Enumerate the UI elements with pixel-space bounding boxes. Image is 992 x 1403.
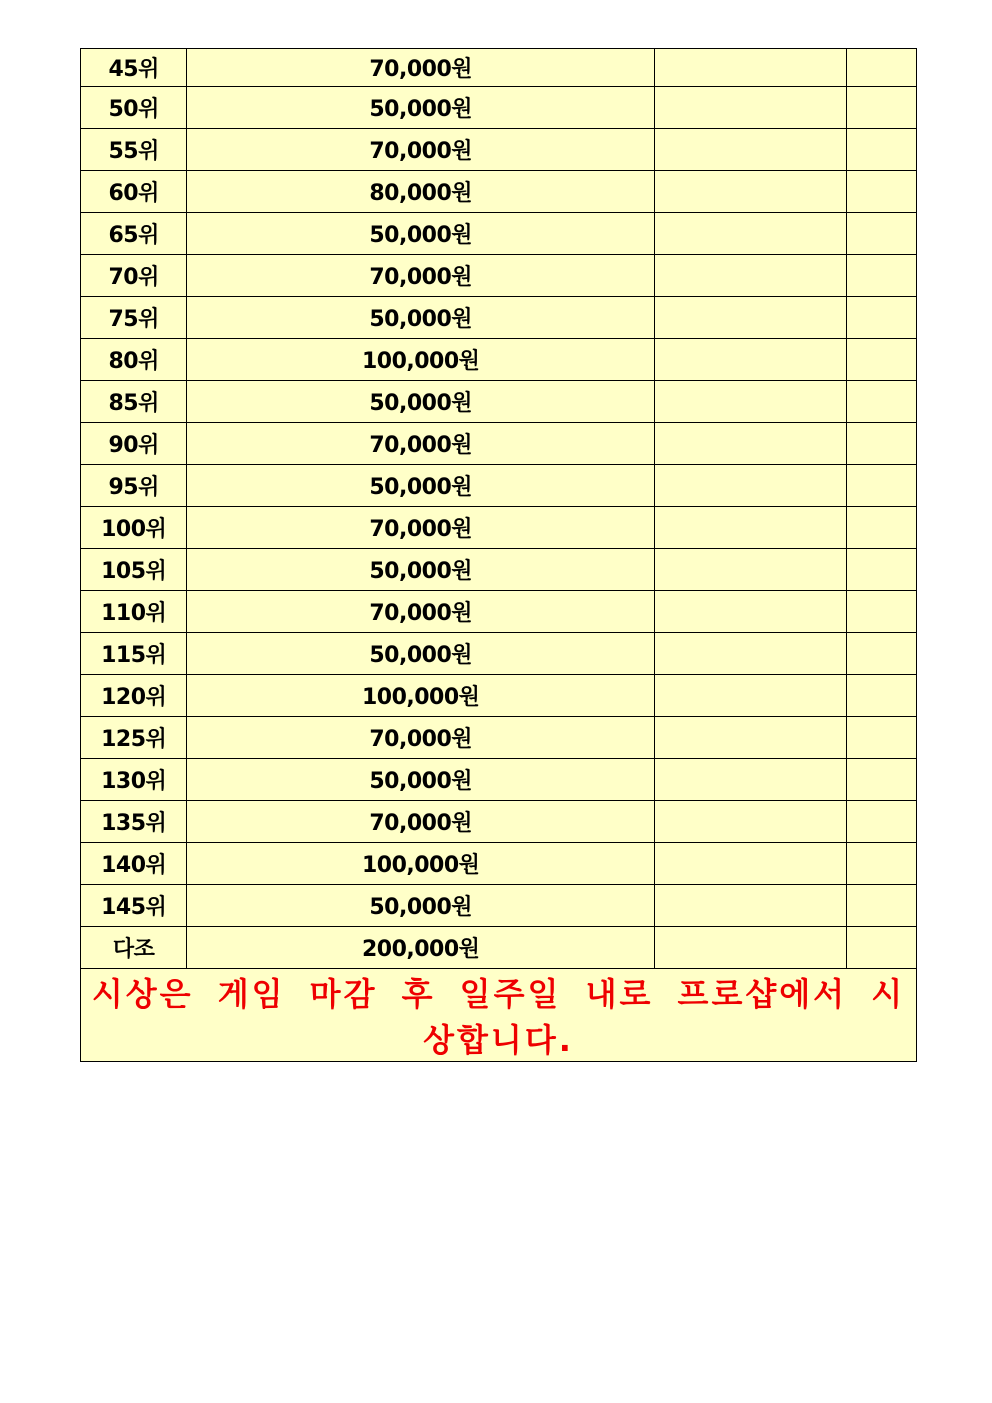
table-row [81, 591, 917, 633]
empty-cell [846, 465, 916, 507]
empty-cell [655, 255, 847, 297]
amount-cell: 70,000원 [187, 49, 655, 87]
table-row [81, 49, 917, 87]
empty-cell [655, 171, 847, 213]
table-row [81, 885, 917, 927]
rank-cell: 140위 [81, 843, 187, 885]
empty-cell [655, 339, 847, 381]
empty-cell [846, 591, 916, 633]
amount-cell: 70,000원 [187, 255, 655, 297]
rank-cell: 60위 [81, 171, 187, 213]
empty-cell [846, 255, 916, 297]
rank-cell: 125위 [81, 717, 187, 759]
amount-cell: 50,000원 [187, 633, 655, 675]
rank-cell: 70위 [81, 255, 187, 297]
amount-cell: 100,000원 [187, 843, 655, 885]
table-row [81, 675, 917, 717]
rank-cell: 55위 [81, 129, 187, 171]
empty-cell [846, 171, 916, 213]
rank-cell: 100위 [81, 507, 187, 549]
empty-cell [846, 507, 916, 549]
empty-cell [655, 759, 847, 801]
amount-cell: 70,000원 [187, 717, 655, 759]
amount-cell: 50,000원 [187, 381, 655, 423]
rank-cell: 45위 [81, 49, 187, 87]
empty-cell [655, 381, 847, 423]
rank-cell: 50위 [81, 87, 187, 129]
amount-cell: 50,000원 [187, 213, 655, 255]
amount-cell: 50,000원 [187, 759, 655, 801]
empty-cell [846, 87, 916, 129]
amount-cell: 70,000원 [187, 423, 655, 465]
rank-cell: 90위 [81, 423, 187, 465]
empty-cell [846, 297, 916, 339]
notice-row [81, 969, 917, 1062]
table-row [81, 927, 917, 969]
empty-cell [655, 675, 847, 717]
amount-cell: 50,000원 [187, 549, 655, 591]
rank-cell: 120위 [81, 675, 187, 717]
empty-cell [655, 49, 847, 87]
amount-cell: 70,000원 [187, 801, 655, 843]
amount-cell: 50,000원 [187, 885, 655, 927]
table-row [81, 213, 917, 255]
empty-cell [846, 717, 916, 759]
rank-cell: 105위 [81, 549, 187, 591]
empty-cell [655, 549, 847, 591]
table-row [81, 465, 917, 507]
rank-cell: 130위 [81, 759, 187, 801]
empty-cell [846, 927, 916, 969]
amount-cell: 50,000원 [187, 297, 655, 339]
table-row [81, 255, 917, 297]
empty-cell [655, 591, 847, 633]
rank-cell: 65위 [81, 213, 187, 255]
empty-cell [655, 717, 847, 759]
empty-cell [655, 843, 847, 885]
rank-cell: 75위 [81, 297, 187, 339]
amount-cell: 50,000원 [187, 465, 655, 507]
prize-table [80, 48, 917, 1062]
empty-cell [846, 885, 916, 927]
award-notice: 시상은 게임 마감 후 일주일 내로 프로샵에서 시상합니다. [81, 969, 917, 1062]
empty-cell [655, 801, 847, 843]
table-row [81, 297, 917, 339]
empty-cell [846, 381, 916, 423]
empty-cell [846, 129, 916, 171]
empty-cell [655, 465, 847, 507]
empty-cell [846, 801, 916, 843]
rank-cell: 85위 [81, 381, 187, 423]
empty-cell [846, 423, 916, 465]
empty-cell [846, 49, 916, 87]
rank-cell: 80위 [81, 339, 187, 381]
amount-cell: 100,000원 [187, 339, 655, 381]
rank-cell: 115위 [81, 633, 187, 675]
empty-cell [655, 927, 847, 969]
table-row [81, 381, 917, 423]
table-row [81, 339, 917, 381]
rank-cell: 95위 [81, 465, 187, 507]
empty-cell [655, 507, 847, 549]
empty-cell [846, 633, 916, 675]
amount-cell: 70,000원 [187, 129, 655, 171]
amount-cell: 200,000원 [187, 927, 655, 969]
table-row [81, 423, 917, 465]
empty-cell [655, 885, 847, 927]
table-row [81, 507, 917, 549]
empty-cell [655, 213, 847, 255]
empty-cell [846, 213, 916, 255]
table-row [81, 129, 917, 171]
empty-cell [846, 759, 916, 801]
table-row [81, 549, 917, 591]
empty-cell [846, 339, 916, 381]
table-row [81, 717, 917, 759]
empty-cell [655, 423, 847, 465]
empty-cell [655, 129, 847, 171]
amount-cell: 70,000원 [187, 591, 655, 633]
amount-cell: 100,000원 [187, 675, 655, 717]
rank-cell: 145위 [81, 885, 187, 927]
prize-table-body [81, 49, 917, 1062]
table-row [81, 801, 917, 843]
empty-cell [655, 633, 847, 675]
empty-cell [846, 549, 916, 591]
empty-cell [655, 297, 847, 339]
empty-cell [846, 675, 916, 717]
table-row [81, 87, 917, 129]
table-row [81, 843, 917, 885]
table-row [81, 171, 917, 213]
amount-cell: 80,000원 [187, 171, 655, 213]
rank-cell: 135위 [81, 801, 187, 843]
rank-cell: 다조 [81, 927, 187, 969]
table-row [81, 633, 917, 675]
amount-cell: 50,000원 [187, 87, 655, 129]
empty-cell [655, 87, 847, 129]
rank-cell: 110위 [81, 591, 187, 633]
empty-cell [846, 843, 916, 885]
table-row [81, 759, 917, 801]
amount-cell: 70,000원 [187, 507, 655, 549]
